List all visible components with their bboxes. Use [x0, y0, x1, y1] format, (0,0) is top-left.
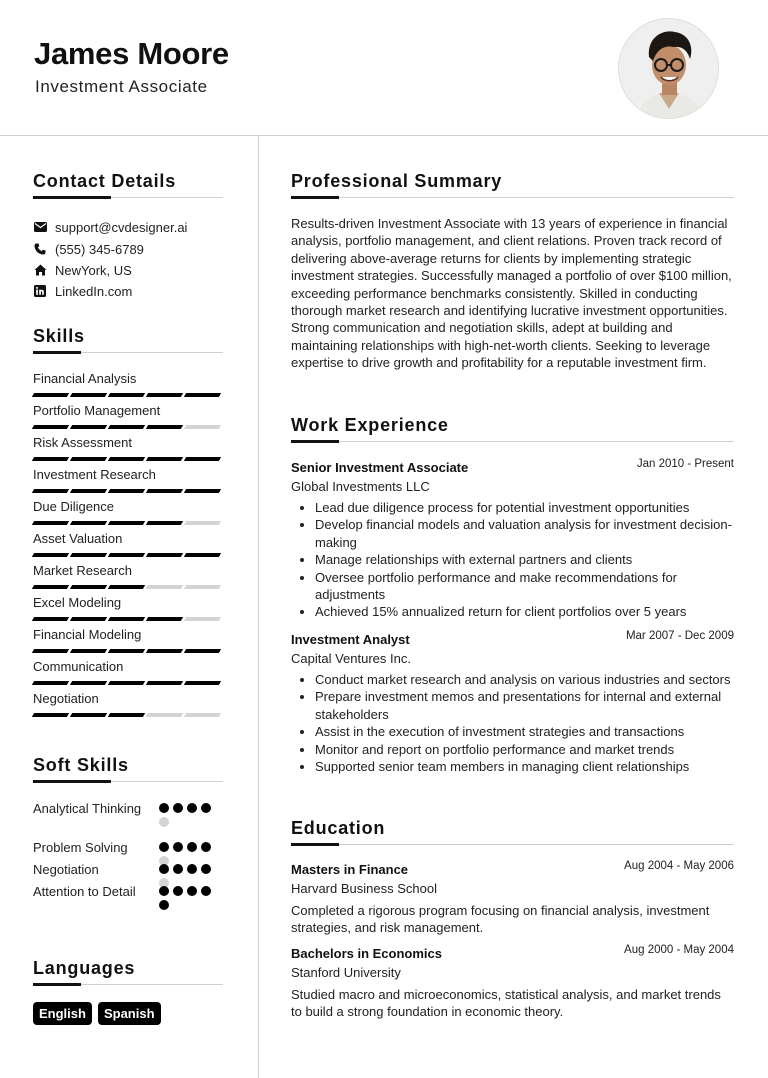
- skill-level-segment: [146, 649, 183, 653]
- skill-level-segment: [32, 713, 69, 717]
- skill-level-segment: [184, 457, 221, 461]
- education-dates: Aug 2004 - May 2006: [624, 860, 734, 872]
- job-dates: Mar 2007 - Dec 2009: [625, 630, 734, 642]
- education-entry: [291, 862, 734, 937]
- skill-level-bar: [33, 617, 223, 621]
- rating-dot: [187, 842, 197, 852]
- experience-section-rule: [291, 441, 734, 442]
- soft-skill-rating: [159, 803, 215, 827]
- skill-row: [33, 563, 223, 589]
- contact-section-title: Contact Details: [33, 171, 177, 191]
- skill-level-segment: [146, 457, 183, 461]
- soft-skills-section-rule: [33, 781, 223, 782]
- skill-level-segment: [184, 489, 221, 493]
- skill-row: [33, 531, 223, 557]
- skill-row: [33, 627, 223, 653]
- skill-level-bar: [33, 649, 223, 653]
- rating-dot: [159, 817, 169, 827]
- skill-row: [33, 659, 223, 685]
- skill-level-segment: [146, 585, 183, 589]
- envelope-icon: [33, 220, 47, 234]
- skill-level-segment: [108, 489, 145, 493]
- rating-dot: [173, 842, 183, 852]
- candidate-role: Investment Associate: [35, 77, 208, 96]
- rating-dot: [201, 886, 211, 896]
- skills-section-title: Skills: [33, 326, 85, 346]
- skill-level-segment: [32, 553, 69, 557]
- job-bullet: • Lead due diligence process for potential investment opportunities: [315, 499, 734, 516]
- contact-location: [33, 261, 233, 279]
- rating-dot: [159, 900, 169, 910]
- skill-level-segment: [184, 585, 221, 589]
- contact-email-text: support@cvdesigner.ai: [55, 219, 188, 235]
- avatar: [618, 18, 719, 119]
- skill-level-segment: [32, 681, 69, 685]
- skill-level-segment: [32, 489, 69, 493]
- skill-level-segment: [108, 393, 145, 397]
- job-bullet: • Supported senior team members in managing client relationships: [315, 758, 734, 775]
- soft-skill-label: Negotiation: [33, 862, 99, 877]
- skill-level-segment: [184, 521, 221, 525]
- skill-level-segment: [70, 489, 107, 493]
- rating-dot: [159, 803, 169, 813]
- rating-dot: [187, 886, 197, 896]
- languages-section-rule: [33, 984, 223, 985]
- skills-section-rule: [33, 352, 223, 353]
- skill-level-segment: [184, 617, 221, 621]
- education-degree: Masters in Finance: [291, 862, 409, 877]
- skill-level-segment: [108, 457, 145, 461]
- job-bullet: • Conduct market research and analysis on various industries and sectors: [315, 671, 734, 688]
- experience-section-title: Work Experience: [291, 415, 449, 435]
- rating-dot: [173, 886, 183, 896]
- contact-phone[interactable]: [33, 240, 233, 258]
- skill-level-segment: [184, 553, 221, 557]
- skill-level-segment: [108, 681, 145, 685]
- education-dates: Aug 2000 - May 2004: [624, 944, 734, 956]
- skill-level-segment: [108, 585, 145, 589]
- skill-row: [33, 595, 223, 621]
- job-bullet: • Monitor and report on portfolio performance and market trends: [315, 741, 734, 758]
- soft-skill-rating: [159, 864, 215, 888]
- skill-level-segment: [184, 393, 221, 397]
- skill-level-bar: [33, 489, 223, 493]
- rating-dot: [187, 803, 197, 813]
- rating-dot: [201, 842, 211, 852]
- skill-level-segment: [32, 585, 69, 589]
- skill-level-segment: [108, 521, 145, 525]
- skill-level-segment: [70, 713, 107, 717]
- skill-label: Negotiation: [33, 691, 99, 706]
- language-badge: English: [33, 1002, 92, 1025]
- candidate-name: James Moore: [34, 36, 229, 71]
- skill-level-segment: [70, 393, 107, 397]
- skill-row: [33, 435, 223, 461]
- job-bullet: • Manage relationships with external partners and clients: [315, 551, 734, 568]
- job-bullet: • Oversee portfolio performance and make recommendations for adjustments: [315, 569, 734, 604]
- skill-level-segment: [70, 649, 107, 653]
- skill-level-segment: [146, 617, 183, 621]
- job-entry: [291, 460, 734, 621]
- contact-linkedin[interactable]: [33, 282, 233, 300]
- skill-label: Financial Analysis: [33, 371, 137, 386]
- skill-level-segment: [108, 553, 145, 557]
- skill-level-segment: [146, 713, 183, 717]
- education-entry: [291, 946, 734, 1021]
- skill-row: [33, 467, 223, 493]
- language-badge: Spanish: [98, 1002, 161, 1025]
- rating-dot: [187, 864, 197, 874]
- rating-dot: [201, 803, 211, 813]
- skill-level-bar: [33, 553, 223, 557]
- skill-level-bar: [33, 457, 223, 461]
- skill-level-segment: [70, 553, 107, 557]
- job-entry: [291, 632, 734, 775]
- job-bullets: [291, 499, 734, 621]
- education-degree: Bachelors in Economics: [291, 946, 442, 961]
- skill-level-segment: [146, 553, 183, 557]
- rating-dot: [159, 864, 169, 874]
- skill-level-segment: [70, 425, 107, 429]
- skill-label: Communication: [33, 659, 124, 674]
- education-section-rule: [291, 844, 734, 845]
- education-school: Harvard Business School: [291, 881, 437, 896]
- rating-dot: [159, 886, 169, 896]
- skill-level-segment: [70, 681, 107, 685]
- skill-level-segment: [184, 425, 221, 429]
- skill-level-segment: [184, 713, 221, 717]
- phone-icon: [33, 242, 47, 256]
- skill-level-segment: [70, 585, 107, 589]
- skill-label: Market Research: [33, 563, 132, 578]
- job-title: Senior Investment Associate: [291, 460, 469, 475]
- soft-skill-rating: [159, 842, 215, 866]
- skill-level-segment: [70, 457, 107, 461]
- skill-level-segment: [184, 649, 221, 653]
- avatar-portrait-icon: [619, 19, 719, 119]
- job-bullet: • Prepare investment memos and presentations for internal and external stakeholders: [315, 688, 734, 723]
- rating-dot: [173, 803, 183, 813]
- skill-level-segment: [70, 617, 107, 621]
- skill-label: Asset Valuation: [33, 531, 123, 546]
- job-dates: Jan 2010 - Present: [636, 458, 734, 470]
- soft-skill-label: Analytical Thinking: [33, 801, 142, 816]
- contact-phone-text: (555) 345-6789: [55, 241, 144, 257]
- languages-list: [33, 1002, 161, 1025]
- skill-label: Risk Assessment: [33, 435, 132, 450]
- skill-label: Portfolio Management: [33, 403, 161, 418]
- skill-level-segment: [32, 457, 69, 461]
- contact-email[interactable]: [33, 218, 233, 236]
- skill-level-bar: [33, 681, 223, 685]
- rating-dot: [159, 842, 169, 852]
- contact-location-text: NewYork, US: [55, 262, 132, 278]
- languages-section-title: Languages: [33, 958, 136, 978]
- education-description: Completed a rigorous program focusing on financial analysis, investment strategies, and risk management.: [291, 903, 710, 936]
- skill-level-segment: [32, 617, 69, 621]
- education-school: Stanford University: [291, 965, 401, 980]
- skill-level-segment: [70, 521, 107, 525]
- column-divider: [258, 136, 259, 1078]
- skill-level-segment: [146, 489, 183, 493]
- contact-section-rule: [33, 197, 223, 198]
- contact-linkedin-text: LinkedIn.com: [55, 283, 133, 299]
- skill-level-segment: [108, 649, 145, 653]
- skill-label: Excel Modeling: [33, 595, 122, 610]
- skill-row: [33, 691, 223, 717]
- job-bullet: • Develop financial models and valuation analysis for investment decision-making: [315, 516, 734, 551]
- skill-level-segment: [146, 425, 183, 429]
- job-bullets: [291, 671, 734, 775]
- skill-row: [33, 499, 223, 525]
- linkedin-icon: [33, 284, 47, 298]
- skill-level-segment: [108, 425, 145, 429]
- job-company: Global Investments LLC: [291, 479, 430, 494]
- skill-level-bar: [33, 425, 223, 429]
- job-bullet: • Assist in the execution of investment strategies and transactions: [315, 723, 734, 740]
- job-bullet: • Achieved 15% annualized return for client portfolios over 5 years: [315, 603, 734, 620]
- soft-skill-label: Attention to Detail: [33, 884, 136, 899]
- skill-label: Due Diligence: [33, 499, 114, 514]
- skill-level-bar: [33, 713, 223, 717]
- summary-section-rule: [291, 197, 734, 198]
- soft-skill-rating: [159, 886, 215, 910]
- skill-level-segment: [32, 425, 69, 429]
- skill-level-segment: [32, 521, 69, 525]
- rating-dot: [201, 864, 211, 874]
- skill-level-segment: [146, 681, 183, 685]
- skill-row: [33, 371, 223, 397]
- education-description: Studied macro and microeconomics, statistical analysis, and market trends to build a strong foundation in economic theory.: [291, 987, 721, 1020]
- resume-header: [0, 0, 768, 136]
- skill-level-bar: [33, 585, 223, 589]
- skill-level-segment: [184, 681, 221, 685]
- skill-level-bar: [33, 521, 223, 525]
- skill-label: Investment Research: [33, 467, 156, 482]
- education-section-title: Education: [291, 818, 386, 838]
- skill-level-segment: [108, 617, 145, 621]
- summary-section-title: Professional Summary: [291, 171, 503, 191]
- rating-dot: [173, 864, 183, 874]
- skill-label: Financial Modeling: [33, 627, 142, 642]
- skill-level-segment: [108, 713, 145, 717]
- summary-text: Results-driven Investment Associate with 13 years of experience in financial analysis, portfolio management, and client relations. Proven track record of delivering above-average returns for clients by implementing strategic investment strategies. Successfully managed a portfolio of over $100 million, exceeding performance benchmarks consistently. Skilled in conducting thorough market research and identifying lucrative investment opportunities. Strong communication and negotiation skills, adept at building and maintaining relationships with high-net-worth clients. Seeking to leverage expertise to drive growth and profitability for a reputable investment firm.: [291, 216, 732, 371]
- soft-skill-label: Problem Solving: [33, 840, 128, 855]
- skill-level-segment: [32, 649, 69, 653]
- skill-row: [33, 403, 223, 429]
- soft-skills-section-title: Soft Skills: [33, 755, 129, 775]
- job-title: Investment Analyst: [291, 632, 410, 647]
- skill-level-segment: [146, 393, 183, 397]
- skill-level-segment: [32, 393, 69, 397]
- skill-level-bar: [33, 393, 223, 397]
- skill-level-segment: [146, 521, 183, 525]
- home-icon: [33, 263, 47, 277]
- job-company: Capital Ventures Inc.: [291, 651, 411, 666]
